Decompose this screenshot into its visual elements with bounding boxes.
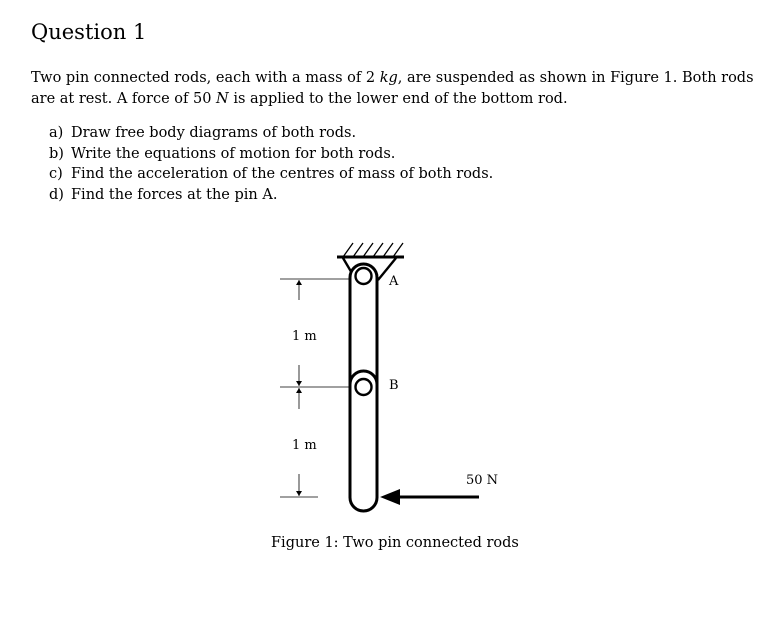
pin-a-label: A — [389, 274, 399, 289]
question-part-b: b) Write the equations of motion for both rods. — [49, 145, 396, 162]
question-part-a: a) Draw free body diagrams of both rods. — [49, 125, 357, 141]
question-intro: Two pin connected rods, each with a mass of 2 kg, are suspended as shown in Figure 1. Both rods are at rest. A force of 50 N is applied to the lower end of the bottom rod. — [31, 70, 754, 107]
force-arrow — [380, 489, 479, 505]
dim-lower-label: 1 m — [292, 438, 317, 453]
pin-b-label: B — [389, 378, 399, 393]
question-part-c: c) Find the acceleration of the centres of mass of both rods. — [49, 166, 494, 182]
question-title: Question 1 — [31, 20, 147, 44]
dim-upper-label: 1 m — [292, 329, 317, 344]
question-part-d: d) Find the forces at the pin A. — [49, 186, 278, 203]
pin-a — [356, 268, 372, 284]
pin-b — [356, 379, 372, 395]
force-label: 50 N — [466, 473, 499, 488]
figure-caption: Figure 1: Two pin connected rods — [271, 535, 519, 551]
dimension-lines — [280, 279, 349, 497]
